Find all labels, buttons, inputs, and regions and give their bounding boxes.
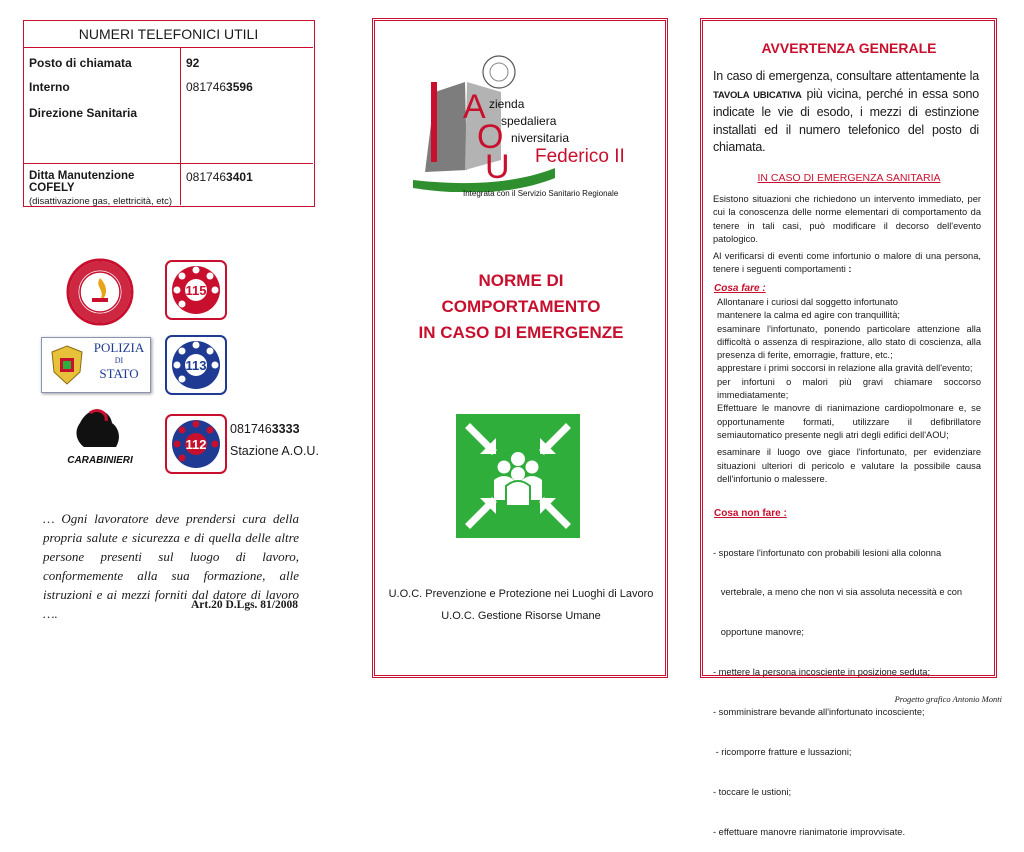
fare-item: Effettuare le manovre di rianimazione cardiopolmonare e, se opportunamente formati, utilizzare il defibrillatore semiautomatico presente negli atri degli edifici dell'AOU; [717, 403, 981, 440]
fare-item: esaminare il luogo ove giace l'infortunato, per evidenziare situazioni ulteriori di pericolo e valutare la possibile causa dell'infortunio o malessere. [717, 447, 981, 484]
vigili-del-fuoco-emblem [66, 258, 134, 326]
warning-intro: In caso di emergenza, consultare attentamente la TAVOLA UBICATIVA più vicina, perché in essa sono indicate le vie di esodo, i mezzi di estinzione installati ed il numero telefonico del posto di chiamata. [713, 69, 979, 154]
footer-uoc-prevenzione: U.O.C. Prevenzione e Protezione nei Luoghi di Lavoro [388, 588, 654, 600]
sanitary-para-1: Esistono situazioni che richiedono un intervento immediato, per cui la conoscenza delle norme elementari di comportamento da tenere in tali casi, può modificare il decorso dell'evento patologico. [713, 194, 981, 244]
row-label-direzione: Direzione Sanitaria [29, 106, 138, 120]
logo-initials: A O U [463, 88, 510, 186]
fare-item: esaminare l'infortunato, ponendo particolare attenzione alla difficoltà o assenza di respirazione, allo stato di coscienza, alla presenza di ferite, emorragie, fratture, etc.; [717, 323, 981, 361]
row-value-posto: 92 [186, 56, 200, 70]
non-fare-item: - spostare l'infortunato con probabili lesioni alla colonna [713, 547, 942, 558]
quote-source: Art.20 D.Lgs. 81/2008 [190, 599, 298, 611]
assembly-point-sign [456, 414, 580, 538]
logo-name: Federico II [535, 146, 625, 167]
svg-text:113: 113 [185, 358, 207, 373]
number-112-badge [165, 414, 227, 474]
non-fare-item: - toccare le ustioni; [713, 786, 792, 797]
aou-logo [405, 52, 645, 202]
non-fare-item: - ricomporre fratture e lussazioni; [713, 747, 852, 758]
non-fare-item: vertebrale, a meno che non vi sia assoluta necessità e con [713, 587, 963, 598]
main-title: NORME DI COMPORTAMENTO IN CASO DI EMERGENZE [418, 271, 624, 342]
non-fare-item: - somministrare bevande all'infortunato incosciente; [713, 707, 925, 718]
quote-text: … Ogni lavoratore deve prendersi cura della propria salute e sicurezza e di quella delle altre persone presenti sul luogo di lavoro, conformemente alla sua formazione, alle istruzioni e ai mezzi forniti dal datore di lavoro …. [43, 511, 299, 621]
station-number: 0817463333 [230, 422, 300, 436]
fare-item: mantenere la calma ed agire con tranquillità; [717, 310, 900, 321]
logo-words: zienda spedaliera niversitaria [489, 97, 570, 145]
fare-item: Allontanare i curiosi dal soggetto infortunato [717, 297, 898, 307]
non-fare-item: - effettuare manovre rianimatorie improvvisate. [713, 826, 906, 837]
footer-uoc-risorse: U.O.C. Gestione Risorse Umane [441, 610, 601, 622]
cosa-fare-list [717, 296, 981, 486]
phone-table-title: NUMERI TELEFONICI UTILI [24, 21, 313, 48]
svg-text:112: 112 [185, 437, 207, 452]
design-credit: Progetto grafico Antonio Monti [894, 694, 1002, 704]
carabinieri-logo [60, 403, 138, 471]
warning-heading: AVVERTENZA GENERALE [761, 40, 937, 56]
svg-text:115: 115 [185, 283, 207, 298]
number-115-badge [165, 260, 227, 320]
non-fare-item: opportune manovre; [713, 627, 804, 638]
polizia-crest-icon [48, 344, 86, 386]
cosa-non-fare-list [713, 520, 981, 852]
cosa-fare-heading: Cosa fare : [714, 283, 766, 294]
phone-numbers-table [23, 20, 315, 207]
row-value-interno: 0817463596 [186, 80, 253, 94]
row-value-cofely: 0817463401 [186, 170, 253, 184]
station-label: Stazione A.O.U. [230, 444, 319, 458]
fare-item: apprestare i primi soccorsi in relazione alla gravità dell'evento; [717, 363, 973, 374]
fare-item: per infortuni o malori più gravi chiamare soccorso immediatamente; [717, 376, 981, 401]
row-label-interno: Interno [29, 80, 70, 94]
cosa-non-fare-heading: Cosa non fare : [714, 508, 787, 519]
number-113-badge [165, 335, 227, 395]
sanitary-para-2: Al verificarsi di eventi come infortunio o malore di una persona, tenere i seguenti comportamenti : [713, 251, 981, 275]
non-fare-item: - mettere la persona incosciente in posizione seduta; [713, 667, 931, 678]
polizia-di-stato-logo: POLIZIA DI STATO [41, 337, 151, 393]
logo-tagline: Integrata con il Servizio Sanitario Regionale [463, 189, 619, 198]
svg-text:CARABINIERI: CARABINIERI [67, 455, 133, 466]
row-label-cofely: Ditta Manutenzione COFELY (disattivazione gas, elettricità, etc) [29, 170, 173, 207]
station-contact [230, 418, 319, 462]
sanitary-emergency-heading: IN CASO DI EMERGENZA SANITARIA [757, 172, 941, 184]
center-footer [378, 583, 664, 627]
row-label-posto: Posto di chiamata [29, 56, 132, 70]
